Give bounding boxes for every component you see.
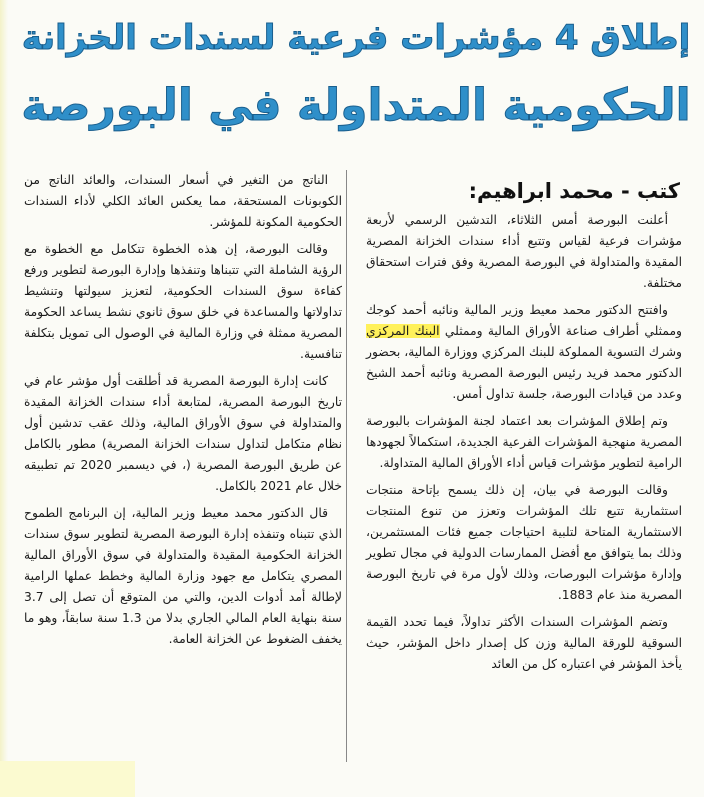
column-divider — [346, 170, 347, 762]
paragraph-text: وافتتح الدكتور محمد معيط وزير المالية ونائبه أحمد كوجك وممثلي أطراف صناعة الأوراق المالية وممثلي — [366, 303, 682, 338]
highlighted-text: البنك المركزي — [366, 324, 440, 338]
paragraph: وتضم المؤشرات السندات الأكثر تداولاً، فيما تحدد القيمة السوقية للورقة المالية وزن كل إصدار داخل المؤشر، حيث يأخذ المؤشر في اعتباره كل من العائد — [366, 615, 682, 671]
headline-line-2: الحكومية المتداولة في البورصة — [21, 80, 691, 131]
paragraph: كانت إدارة البورصة المصرية قد أطلقت أول مؤشر عام في تاريخ البورصة المصرية، لمتابعة أداء سندات الخزانة المقيدة والمتداولة في سوق الأوراق المالية، وذلك عقب تدشين أول نظام متكامل لتداول سندات الخزانة المصرية) مطور بالكامل عن طريق البورصة المصرية (، في ديسمبر 2020 تم تطبيقه خلال عام 2021 بالكامل. — [24, 374, 342, 493]
article-column-left — [24, 170, 342, 656]
headline-line-1: إطلاق 4 مؤشرات فرعية لسندات الخزانة — [21, 18, 691, 58]
article-column-right — [366, 210, 682, 681]
paragraph: قال الدكتور محمد معيط وزير المالية، إن البرنامج الطموح الذي تتبناه وتنفذه إدارة البورصة المصرية لتطوير سوق سندات الخزانة الحكومية المقيدة والمتداولة في سوق الأوراق المالية المصري يتكامل مع جهود وزارة المالية وخطط عملها الرامية لإطالة أمد أدوات الدين، والتي من المتوقع أن تصل إلى 3.7 سنة بنهاية العام المالي الجاري بدلا من 1.3 سنة سابقاً، وهو ما يخفف الضغوط عن الخزانة العامة. — [24, 506, 342, 646]
page-edge-tint — [0, 0, 8, 797]
paragraph — [366, 300, 682, 405]
corner-highlight-patch — [0, 761, 135, 797]
paragraph: أعلنت البورصة أمس الثلاثاء، التدشين الرسمي لأربعة مؤشرات فرعية لقياس وتتبع أداء سندات الخزانة المصرية المقيدة والمتداولة في البورصة المصرية وفق فترات استحقاق مختلفة. — [366, 213, 682, 290]
headline — [20, 4, 692, 154]
paragraph: الناتج من التغير في أسعار السندات، والعائد الناتج من الكوبونات المستحقة، مما يعكس العائد الكلي لأداء السندات الحكومية المكونة للمؤشر. — [24, 173, 342, 229]
paragraph: وقالت البورصة في بيان، إن ذلك يسمح بإتاحة منتجات استثمارية تتبع تلك المؤشرات وتعزز من تنوع المنتجات الاستثمارية المتاحة لتلبية احتياجات جميع فئات المستثمرين، وذلك بما يتوافق مع أفضل الممارسات الدولية في مجال تطوير وإدارة مؤشرات البورصات، وذلك لأول مرة في تاريخ البورصة المصرية منذ عام 1883. — [366, 483, 682, 602]
paragraph: وقالت البورصة، إن هذه الخطوة تتكامل مع الخطوة مع الرؤية الشاملة التي تتبناها وتنفذها وإدارة البورصة لتطوير ورفع كفاءة سوق السندات الحكومية، لتعزيز سيولتها وتنشيط تداولاتها والمساعدة في خلق سوق ثانوي نشط يساعد الحكومة المصرية ممثلة في وزارة المالية في الوصول الى تمويل بتكلفة تنافسية. — [24, 242, 342, 361]
paragraph-text: وشرك التسوية المملوكة للبنك المركزي ووزارة المالية، بحضور الدكتور محمد فريد رئيس البورصة المصرية ونائبه أحمد الشيخ وعدد من قيادات البورصة، جلسة تداول أمس. — [366, 345, 682, 401]
paragraph: وتم إطلاق المؤشرات بعد اعتماد لجنة المؤشرات بالبورصة المصرية منهجية المؤشرات الفرعية الجديدة، استكمالاً لجهودها الرامية لتطوير مؤشرات قياس أداء الأوراق المالية المتداولة. — [366, 414, 682, 470]
byline: كتب - محمد ابراهيم: — [468, 179, 680, 203]
